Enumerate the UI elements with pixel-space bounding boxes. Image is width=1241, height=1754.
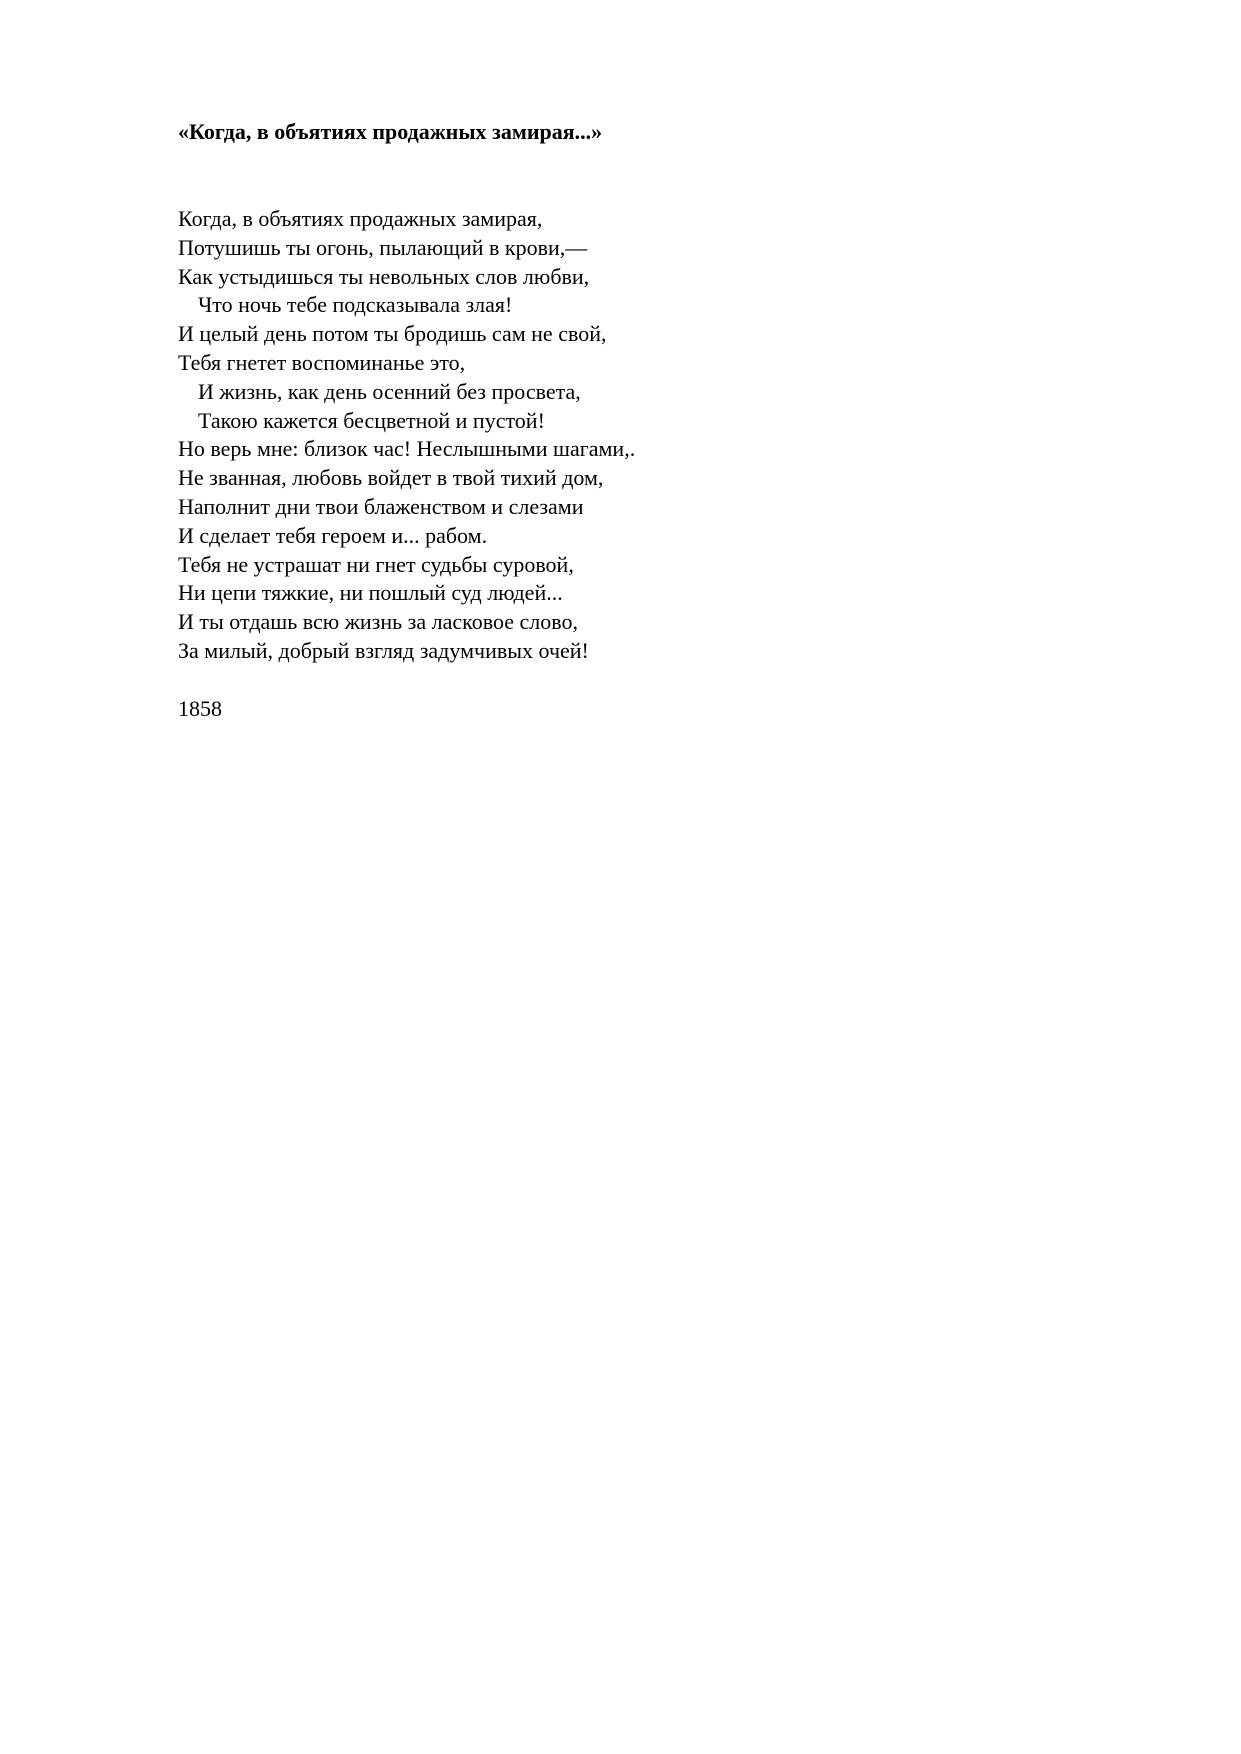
poem-line: Но верь мне: близок час! Неслышными шагами,. bbox=[178, 436, 636, 462]
poem-line: За милый, добрый взгляд задумчивых очей! bbox=[178, 637, 589, 663]
poem-line: Что ночь тебе подсказывала злая! bbox=[198, 292, 513, 318]
poem-line: И ты отдашь всю жизнь за ласковое слово, bbox=[178, 609, 578, 635]
poem-line: Когда, в объятиях продажных замирая, bbox=[178, 206, 543, 231]
poem-line: Тебя не устрашат ни гнет судьбы суровой, bbox=[178, 551, 574, 577]
poem-line: И сделает тебя героем и... рабом. bbox=[178, 522, 488, 548]
poem-line: Не званная, любовь войдет в твой тихий дом, bbox=[178, 465, 604, 491]
poem-line: Такою кажется бесцветной и пустой! bbox=[198, 407, 545, 433]
poem-line: Как устыдишься ты невольных слов любви, bbox=[178, 263, 590, 289]
poem-body bbox=[178, 205, 635, 666]
poem-line: Потушишь ты огонь, пылающий в крови,— bbox=[178, 234, 588, 260]
poem-line: Ни цепи тяжкие, ни пошлый суд людей... bbox=[178, 580, 563, 606]
poem-line: Тебя гнетет воспоминанье это, bbox=[178, 349, 466, 375]
poem-line: Наполнит дни твои блаженством и слезами bbox=[178, 493, 584, 519]
poem-title: «Когда, в объятиях продажных замирая...» bbox=[178, 119, 603, 144]
poem-year: 1858 bbox=[178, 696, 222, 721]
poem-line: И целый день потом ты бродишь сам не свой, bbox=[178, 321, 607, 347]
poem-line: И жизнь, как день осенний без просвета, bbox=[198, 378, 581, 404]
